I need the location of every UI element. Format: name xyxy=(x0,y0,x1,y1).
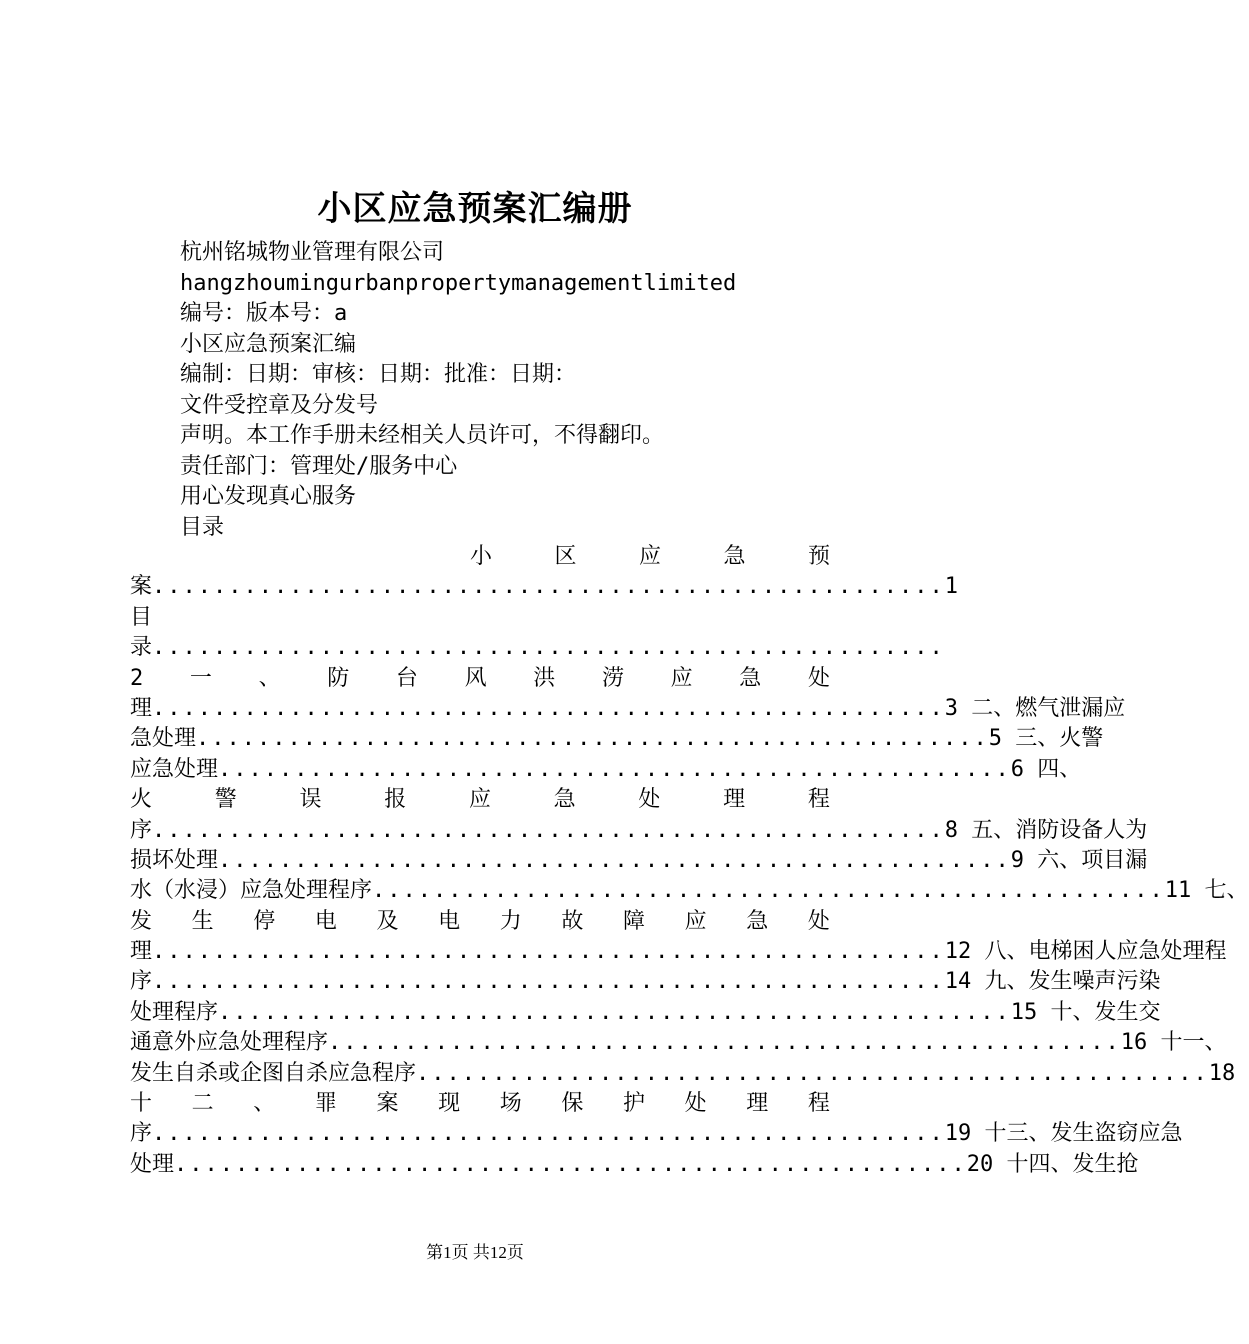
toc-char: 火 xyxy=(130,787,153,813)
subtitle: 小区应急预案汇编 xyxy=(180,331,357,357)
toc-char: 场 xyxy=(499,1091,522,1117)
toc-char: 误 xyxy=(299,787,322,813)
approval-line: 编制：日期：审核：日期：批准：日期： xyxy=(180,362,577,387)
toc-char: 警 xyxy=(214,787,237,813)
toc-page-and-next-entry: 14 九、发生噪声污染 xyxy=(944,969,1161,995)
toc-line xyxy=(130,664,830,694)
controlled-stamp-line: 文件受控章及分发号 xyxy=(180,392,379,418)
toc-entry-title: 录 xyxy=(130,635,153,661)
toc-char: 及 xyxy=(376,908,399,934)
toc-char: 、 xyxy=(258,665,281,691)
toc-entry-title: 序 xyxy=(130,817,153,843)
version-number: 编号：版本号：a xyxy=(180,301,348,326)
toc-page-and-next-entry: 8 五、消防设备人为 xyxy=(944,817,1148,843)
toc-char: 处 xyxy=(807,908,830,934)
toc-entry-title: 序 xyxy=(130,1121,153,1147)
document-title: 小区应急预案汇编册 xyxy=(317,189,633,229)
toc-char: 急 xyxy=(553,787,576,813)
toc-char: 区 xyxy=(554,544,577,569)
toc-page-and-next-entry: 11 七、 xyxy=(1164,878,1249,904)
toc-char: 障 xyxy=(623,908,646,934)
toc-line xyxy=(130,816,1148,846)
toc-dot-leader: .................................................... xyxy=(152,969,945,995)
toc-page-and-next-entry: 1 xyxy=(944,574,959,600)
toc-dot-leader: .................................................... xyxy=(218,756,1011,782)
toc-char: 报 xyxy=(384,787,407,813)
toc-line xyxy=(130,937,1227,967)
company-name-english: hangzhoumingurbanpropertymanagementlimited xyxy=(180,270,737,296)
table-of-contents xyxy=(130,542,1249,1180)
toc-char: 生 xyxy=(191,908,214,934)
toc-char: 台 xyxy=(395,665,418,691)
toc-char: 电 xyxy=(438,908,461,934)
toc-dot-leader: .................................................... xyxy=(416,1060,1209,1086)
toc-char: 力 xyxy=(499,908,522,934)
intro-block xyxy=(180,238,880,543)
toc-line xyxy=(130,998,1161,1028)
toc-char: 发 xyxy=(130,908,153,934)
toc-char: 罪 xyxy=(314,1091,337,1117)
toc-char: 应 xyxy=(670,665,693,691)
toc-char: 小 xyxy=(470,544,493,569)
toc-entry-title: 理 xyxy=(130,695,153,721)
page-footer: 第1页 共12页 xyxy=(426,1243,524,1262)
toc-line xyxy=(130,1089,830,1119)
toc-line xyxy=(130,1028,1227,1058)
toc-char: 故 xyxy=(561,908,584,934)
toc-char: 处 xyxy=(684,1091,707,1117)
toc-char: 理 xyxy=(723,787,746,813)
toc-dot-leader: .................................................... xyxy=(218,999,1011,1025)
toc-char: 案 xyxy=(376,1091,399,1117)
toc-char: 、 xyxy=(253,1091,276,1117)
toc-dot-leader: .................................................... xyxy=(152,695,945,721)
toc-char: 保 xyxy=(561,1091,584,1117)
toc-entry-title: 序 xyxy=(130,969,153,995)
slogan: 用心发现真心服务 xyxy=(180,484,357,509)
toc-line xyxy=(130,542,830,572)
toc-dot-leader: .................................................... xyxy=(372,878,1165,904)
toc-char: 应 xyxy=(468,787,491,813)
toc-entry-title: 理 xyxy=(130,939,153,965)
toc-line xyxy=(130,572,959,602)
toc-char: 理 xyxy=(746,1091,769,1117)
responsible-department: 责任部门：管理处/服务中心 xyxy=(180,453,458,479)
toc-dot-leader: .................................................... xyxy=(196,726,989,752)
toc-char: 处 xyxy=(638,787,661,813)
toc-char: 涝 xyxy=(601,665,624,691)
toc-page-and-next-entry: 12 八、电梯困人应急处理程 xyxy=(944,939,1227,965)
toc-line xyxy=(130,633,945,663)
toc-entry-title: 处理程序 xyxy=(130,999,219,1025)
company-name: 杭州铭城物业管理有限公司 xyxy=(180,240,445,265)
toc-line xyxy=(130,724,1104,754)
toc-entry-title: 处理 xyxy=(130,1151,175,1177)
toc-char: 二 xyxy=(191,1091,214,1117)
toc-page-and-next-entry: 15 十、发生交 xyxy=(1010,999,1161,1025)
toc-page-and-next-entry: 9 六、项目漏 xyxy=(1010,847,1148,873)
toc-page-and-next-entry: 5 三、火警 xyxy=(988,726,1104,752)
toc-char: 十 xyxy=(130,1091,153,1117)
toc-char: 应 xyxy=(684,908,707,934)
toc-line xyxy=(130,1119,1183,1149)
toc-line xyxy=(130,846,1148,876)
toc-entry-title: 应急处理 xyxy=(130,756,219,782)
toc-dot-leader: .................................................... xyxy=(328,1030,1121,1056)
toc-line xyxy=(130,755,1082,785)
toc-char: 处 xyxy=(807,665,830,691)
toc-text: 目 xyxy=(130,604,153,630)
toc-char: 预 xyxy=(807,544,830,569)
toc-char: 程 xyxy=(807,787,830,813)
toc-page-and-next-entry: 18 xyxy=(1208,1060,1236,1086)
toc-dot-leader: .................................................... xyxy=(218,847,1011,873)
toc-line xyxy=(130,967,1161,997)
toc-heading: 目录 xyxy=(180,514,225,540)
toc-char: 应 xyxy=(638,544,661,569)
toc-line xyxy=(130,1150,1139,1180)
toc-char: 护 xyxy=(623,1091,646,1117)
toc-entry-title: 发生自杀或企图自杀应急程序 xyxy=(130,1060,417,1086)
toc-char: 防 xyxy=(327,665,350,691)
toc-line xyxy=(130,1059,1236,1089)
toc-char: 风 xyxy=(464,665,487,691)
toc-dot-leader: .................................................... xyxy=(174,1151,967,1177)
toc-char: 一 xyxy=(189,665,212,691)
toc-dot-leader: .................................................... xyxy=(152,574,945,600)
toc-dot-leader: .................................................... xyxy=(152,939,945,965)
toc-dot-leader: .................................................... xyxy=(152,635,945,661)
toc-entry-title: 通意外应急处理程序 xyxy=(130,1030,329,1056)
toc-entry-title: 水（水浸）应急处理程序 xyxy=(130,878,373,904)
toc-char: 程 xyxy=(807,1091,830,1117)
toc-line xyxy=(130,907,830,937)
toc-char: 急 xyxy=(746,908,769,934)
toc-char: 急 xyxy=(723,544,746,569)
toc-line xyxy=(130,876,1249,906)
toc-dot-leader: .................................................... xyxy=(152,1121,945,1147)
toc-line xyxy=(130,694,1126,724)
toc-entry-title: 急处理 xyxy=(130,726,197,752)
toc-dot-leader: .................................................... xyxy=(152,817,945,843)
toc-entry-title: 损坏处理 xyxy=(130,847,219,873)
toc-page-and-next-entry: 20 十四、发生抢 xyxy=(966,1151,1139,1177)
toc-char: 现 xyxy=(438,1091,461,1117)
toc-page-and-next-entry: 6 四、 xyxy=(1010,756,1082,782)
statement: 声明。本工作手册未经相关人员许可，不得翻印。 xyxy=(180,423,665,448)
toc-char: 电 xyxy=(314,908,337,934)
toc-line xyxy=(130,785,830,815)
toc-char: 洪 xyxy=(533,665,556,691)
toc-page-and-next-entry: 16 十一、 xyxy=(1120,1030,1227,1056)
toc-char: 停 xyxy=(253,908,276,934)
toc-char: 2 xyxy=(130,665,144,691)
toc-line xyxy=(130,603,830,633)
toc-char: 急 xyxy=(739,665,762,691)
toc-page-and-next-entry: 19 十三、发生盗窃应急 xyxy=(944,1121,1183,1147)
toc-entry-title: 案 xyxy=(130,574,153,600)
toc-page-and-next-entry: 3 二、燃气泄漏应 xyxy=(944,695,1126,721)
